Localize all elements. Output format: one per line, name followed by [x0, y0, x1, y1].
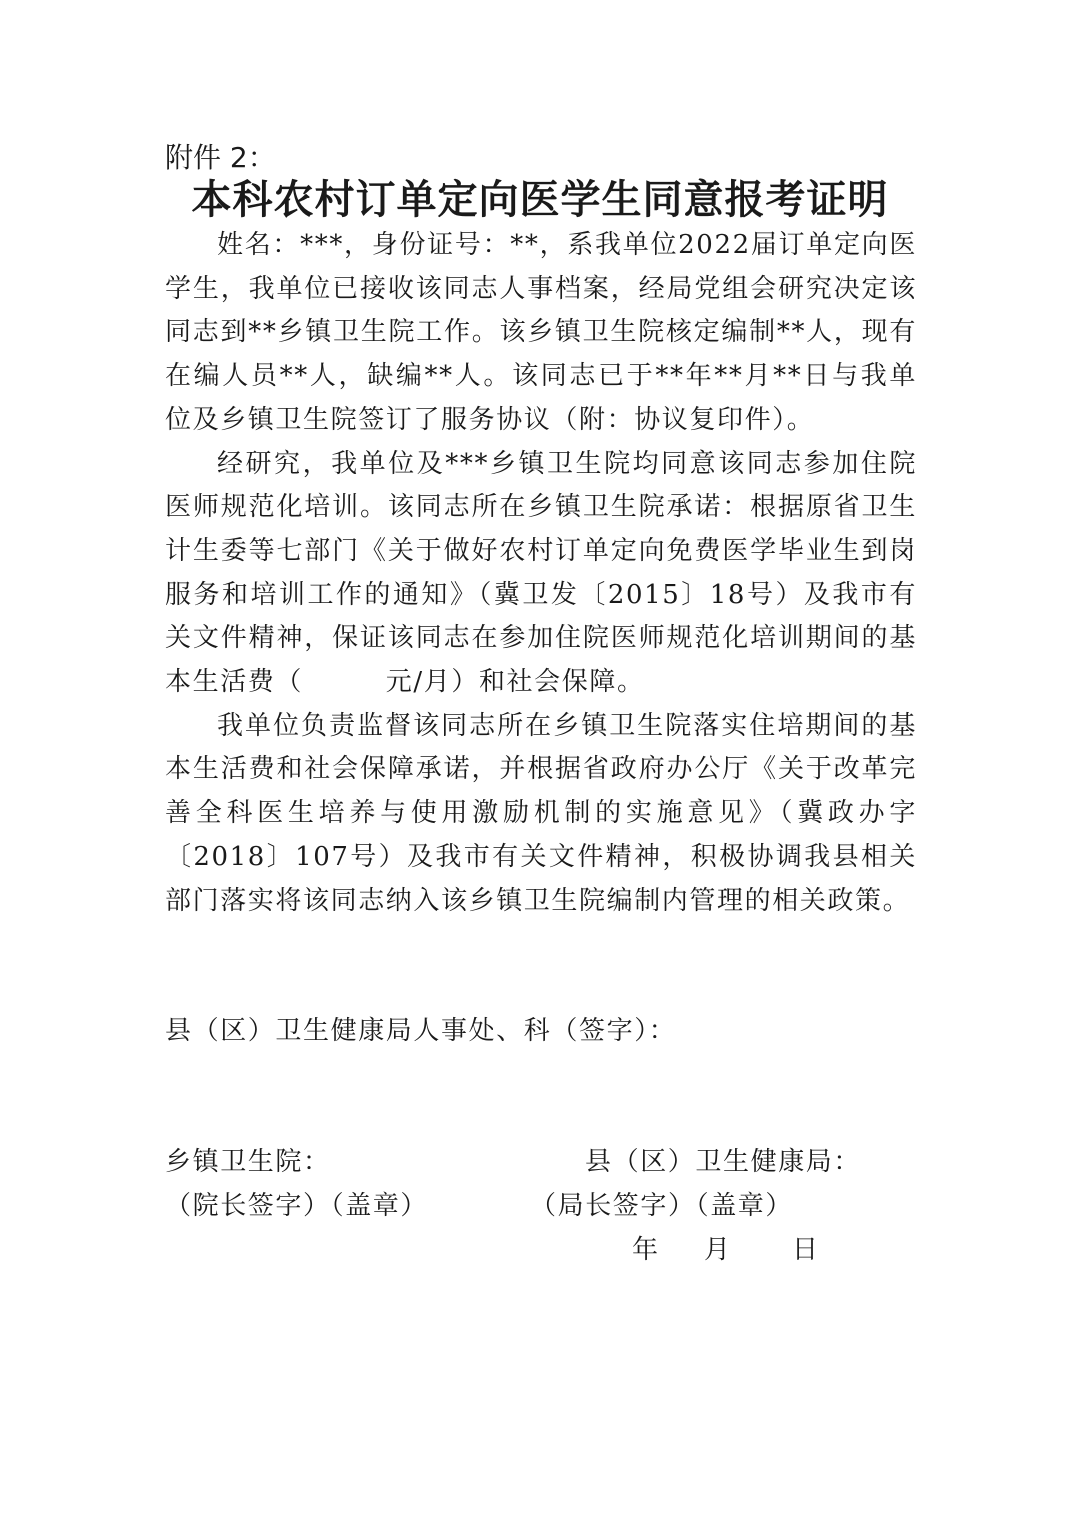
attachment-label: 附件 2： [165, 141, 276, 174]
date-year: 年 [632, 1235, 659, 1265]
township-hospital-label: 乡镇卫生院： [165, 1147, 331, 1177]
county-bureau-label: 县（区）卫生健康局： [585, 1147, 862, 1177]
date-day: 日 [792, 1235, 819, 1265]
county-bureau-director-signature: （局长签字）（盖章） [530, 1191, 794, 1221]
date-month: 月 [704, 1235, 731, 1265]
county-personnel-signature: 县（区）卫生健康局人事处、科（签字）： [165, 1016, 677, 1046]
paragraph-3: 我单位负责监督该同志所在乡镇卫生院落实住培期间的基本生活费和社会保障承诺，并根据省政府办公厅《关于改革完善全科医生培养与使用激励机制的实施意见》（冀政办字〔2018〕107号）及我市有关文件精神，积极协调我县相关部门落实将该同志纳入该乡镇卫生院编制内管理的相关政策。 [165, 710, 917, 916]
paragraph-1: 姓名：***，身份证号：**，系我单位2022届订单定向医学生，我单位已接收该同志人事档案，经局党组会研究决定该同志到**乡镇卫生院工作。该乡镇卫生院核定编制**人，现有在编人员**人，缺编**人。该同志已于**年**月**日与我单位及乡镇卫生院签订了服务协议（附：协议复印件）。 [165, 230, 917, 435]
document-title: 本科农村订单定向医学生同意报考证明 [191, 177, 889, 223]
paragraph-2: 经研究，我单位及***乡镇卫生院均同意该同志参加住院医师规范化培训。该同志所在乡镇卫生院承诺：根据原省卫生计生委等七部门《关于做好农村订单定向免费医学毕业生到岗服务和培训工作的通知》（冀卫发〔2015〕18号）及我市有关文件精神，保证该同志在参加住院医师规范化培训期间的基本生活费（ 元/月）和社会保障。 [165, 448, 917, 698]
township-director-signature: （院长签字）（盖章） [165, 1191, 429, 1221]
document-body [165, 224, 917, 923]
